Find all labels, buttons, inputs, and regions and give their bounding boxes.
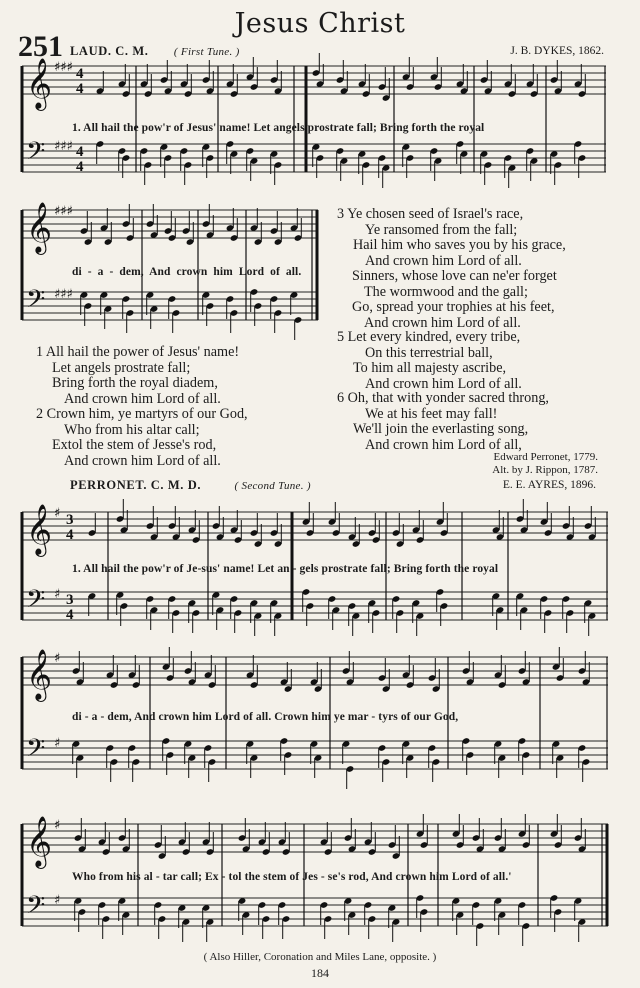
- treble-staff: [22, 824, 608, 852]
- first-tune-note: ( First Tune. ): [173, 46, 240, 58]
- stanza-line: Hail him who saves you by his grace,: [353, 237, 566, 254]
- treble-clef: 𝄞: [26, 816, 53, 867]
- treble-clef: 𝄞: [26, 504, 53, 555]
- credit-alteration: Alt. by J. Rippon, 1787.: [492, 464, 598, 476]
- time-signature-top: 3: [66, 512, 74, 528]
- second-tune-lyrics-1: 1. All hail the pow'r of Je-sus' name! Let an - gels prostrate fall; Bring forth the royal: [72, 563, 499, 575]
- treble-clef: 𝄞: [26, 58, 53, 109]
- first-tune-lyrics-1: 1. All hail the pow'r of Jesus' name! Let angels prostrate fall; Bring forth the royal: [72, 122, 485, 134]
- second-tune-composer: E. E. AYRES, 1896.: [502, 479, 596, 491]
- key-signature-bass: ♯: [54, 736, 61, 751]
- bass-clef: 𝄢: [26, 285, 46, 320]
- stanza-line: On this terrestrial ball,: [365, 344, 493, 361]
- bass-clef: 𝄢: [26, 734, 46, 769]
- stanza-line: We'll join the everlasting song,: [353, 421, 529, 438]
- bass-clef: 𝄢: [26, 891, 46, 926]
- first-tune-heading: [70, 44, 240, 59]
- stanza-line: 3 Ye chosen seed of Israel's race,: [337, 206, 524, 222]
- stanza-line: Bring forth the royal diadem,: [52, 375, 218, 392]
- key-signature: ♯: [54, 818, 61, 833]
- stanza-line: And crown him Lord of all.: [64, 390, 221, 407]
- footer-note: ( Also Hiller, Coronation and Miles Lane, opposite. ): [203, 951, 437, 963]
- stanza-2: [36, 407, 336, 469]
- stanza-line: Ye ransomed from the fall;: [365, 221, 518, 238]
- stanza-line: Extol the stem of Jesse's rod,: [52, 437, 217, 454]
- key-signature-bass: ♯♯♯: [54, 139, 73, 154]
- bass-clef: 𝄢: [26, 137, 46, 172]
- second-tune-lyrics-2: di - a - dem, And crown him Lord of all. Crown him ye mar - tyrs of our God,: [72, 711, 459, 723]
- stanza-line: The wormwood and the gall;: [364, 283, 528, 300]
- stanza-line: And crown him Lord of all.: [365, 375, 522, 392]
- stanza-line: And crown him Lord of all.: [364, 314, 521, 331]
- second-tune-lyrics-3: Who from his al - tar call; Ex - tol the stem of Jes - se's rod, And crown him Lord of all.': [72, 871, 512, 883]
- stanza-1: [36, 345, 336, 407]
- stanza-line: And crown him Lord of all.: [64, 452, 221, 469]
- first-tune-name: LAUD. C. M.: [70, 44, 149, 58]
- stanza-6: [337, 391, 627, 453]
- key-signature-bass: ♯: [54, 893, 61, 908]
- stanza-5: [337, 330, 627, 392]
- stanza-line: 2 Crown him, ye martyrs of our God,: [36, 406, 248, 422]
- key-signature-bass: ♯♯♯: [54, 287, 73, 302]
- stanza-line: Sinners, whose love can ne'er forget: [352, 268, 557, 284]
- second-tune-heading: [70, 478, 311, 493]
- time-signature-bottom: 4: [66, 527, 74, 543]
- second-tune-note: ( Second Tune. ): [234, 480, 311, 492]
- bass-clef: 𝄢: [26, 585, 46, 620]
- bass-staff: [22, 898, 608, 926]
- stanza-line: Let angels prostrate fall;: [52, 359, 191, 376]
- key-signature: ♯♯♯: [54, 60, 73, 75]
- first-tune-lyrics-2: di - a - dem, And crown him Lord of all.: [72, 266, 302, 278]
- time-signature-bass-bottom: 4: [66, 607, 74, 623]
- stanza-line: To him all majesty ascribe,: [353, 360, 507, 377]
- page-title: Jesus Christ: [234, 8, 406, 39]
- page-number: 184: [311, 966, 329, 980]
- key-signature: ♯♯♯: [54, 204, 73, 219]
- key-signature: ♯: [54, 506, 61, 521]
- treble-staff: [22, 66, 606, 94]
- first-tune-composer: J. B. DYKES, 1862.: [510, 45, 604, 57]
- stanza-line: Who from his altar call;: [64, 421, 200, 438]
- stanza-line: And crown him Lord of all.: [365, 252, 522, 269]
- second-tune-name: PERRONET. C. M. D.: [70, 478, 202, 492]
- stanza-line: 5 Let every kindred, every tribe,: [337, 329, 521, 345]
- stanza-line: 1 All hail the power of Jesus' name!: [36, 344, 240, 360]
- stanza-line: We at his feet may fall!: [365, 405, 498, 422]
- time-signature-bass-bottom: 4: [76, 159, 84, 175]
- treble-clef: 𝄞: [26, 649, 53, 700]
- stanza-4: [352, 269, 632, 331]
- stanza-line: Go, spread your trophies at his feet,: [352, 299, 555, 316]
- time-signature-bass-top: 4: [76, 144, 84, 160]
- stanza-3: [337, 207, 627, 269]
- text-credit: [420, 451, 598, 477]
- key-signature-bass: ♯: [54, 587, 61, 602]
- stanza-line: 6 Oh, that with yonder sacred throng,: [337, 390, 549, 406]
- treble-clef: 𝄞: [26, 202, 53, 253]
- time-signature-top: 4: [76, 66, 84, 82]
- treble-staff: [22, 512, 608, 540]
- stanza-line: And crown him Lord of all,: [365, 436, 522, 453]
- time-signature-bottom: 4: [76, 81, 84, 97]
- credit-author: Edward Perronet, 1779.: [493, 451, 598, 463]
- time-signature-bass-top: 3: [66, 592, 74, 608]
- hymn-number: 251: [18, 30, 63, 63]
- key-signature: ♯: [54, 651, 61, 666]
